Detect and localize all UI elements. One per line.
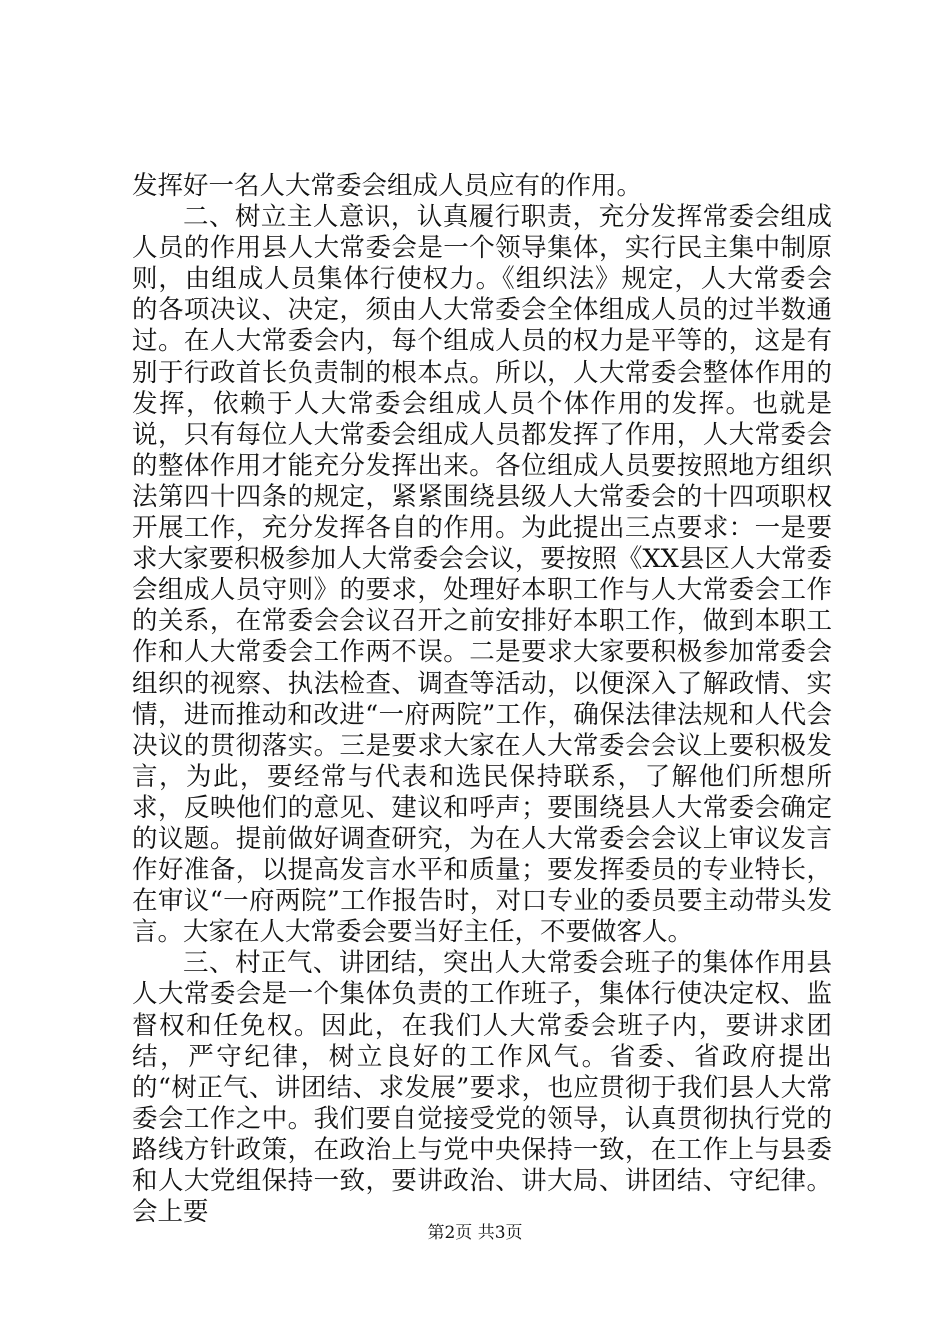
body-text [132, 171, 832, 1228]
page-footer: 第2页 共3页 [427, 1223, 523, 1243]
paragraph-section-two: 二、树立主人意识，认真履行职责，充分发挥常委会组成人员的作用县人大常委会是一个领导集体，实行民主集中制原则，由组成人员集体行使权力。《组织法》规定，人大常委会的各项决议、决定，须由人大常委会全体组成人员的过半数通过。在人大常委会内，每个组成人员的权力是平等的，这是有别于行政首长负责制的根本点。所以，人大常委会整体作用的发挥，依赖于人大常委会组成人员个体作用的发挥。也就是说，只有每位人大常委会组成人员都发挥了作用，人大常委会的整体作用才能充分发挥出来。各位组成人员要按照地方组织法第四十四条的规定，紧紧围绕县级人大常委会的十四项职权开展工作，充分发挥各自的作用。为此提出三点要求：一是要求大家要积极参加人大常委会会议，要按照《XX县区人大常委会组成人员守则》的要求，处理好本职工作与人大常委会工作的关系，在常委会会议召开之前安排好本职工作，做到本职工作和人大常委会工作两不误。二是要求大家要积极参加常委会组织的视察、执法检查、调查等活动，以便深入了解政情、实情，进而推动和改进“一府两院”工作，确保法律法规和人代会决议的贯彻落实。三是要求大家在人大常委会会议上要积极发言，为此，要经常与代表和选民保持联系，了解他们所想所求，反映他们的意见、建议和呼声；要围绕县人大常委会确定的议题。提前做好调查研究，为在人大常委会会议上审议发言作好准备，以提高发言水平和质量；要发挥委员的专业特长，在审议“一府两院”工作报告时，对口专业的委员要主动带头发言。大家在人大常委会要当好主任，不要做客人。 [132, 202, 832, 948]
paragraph-continuation: 发挥好一名人大常委会组成人员应有的作用。 [132, 171, 643, 201]
paragraph-section-three: 三、村正气、讲团结，突出人大常委会班子的集体作用县人大常委会是一个集体负责的工作班子，集体行使决定权、监督权和任免权。因此，在我们人大常委会班子内，要讲求团结，严守纪律，树立良好的工作风气。省委、省政府提出的“树正气、讲团结、求发展”要求，也应贯彻于我们县人大常委会工作之中。我们要自觉接受党的领导，认真贯彻执行党的路线方针政策，在政治上与党中央保持一致，在工作上与县委和人大党组保持一致，要讲政治、讲大局、讲团结、守纪律。会上要 [132, 948, 832, 1228]
